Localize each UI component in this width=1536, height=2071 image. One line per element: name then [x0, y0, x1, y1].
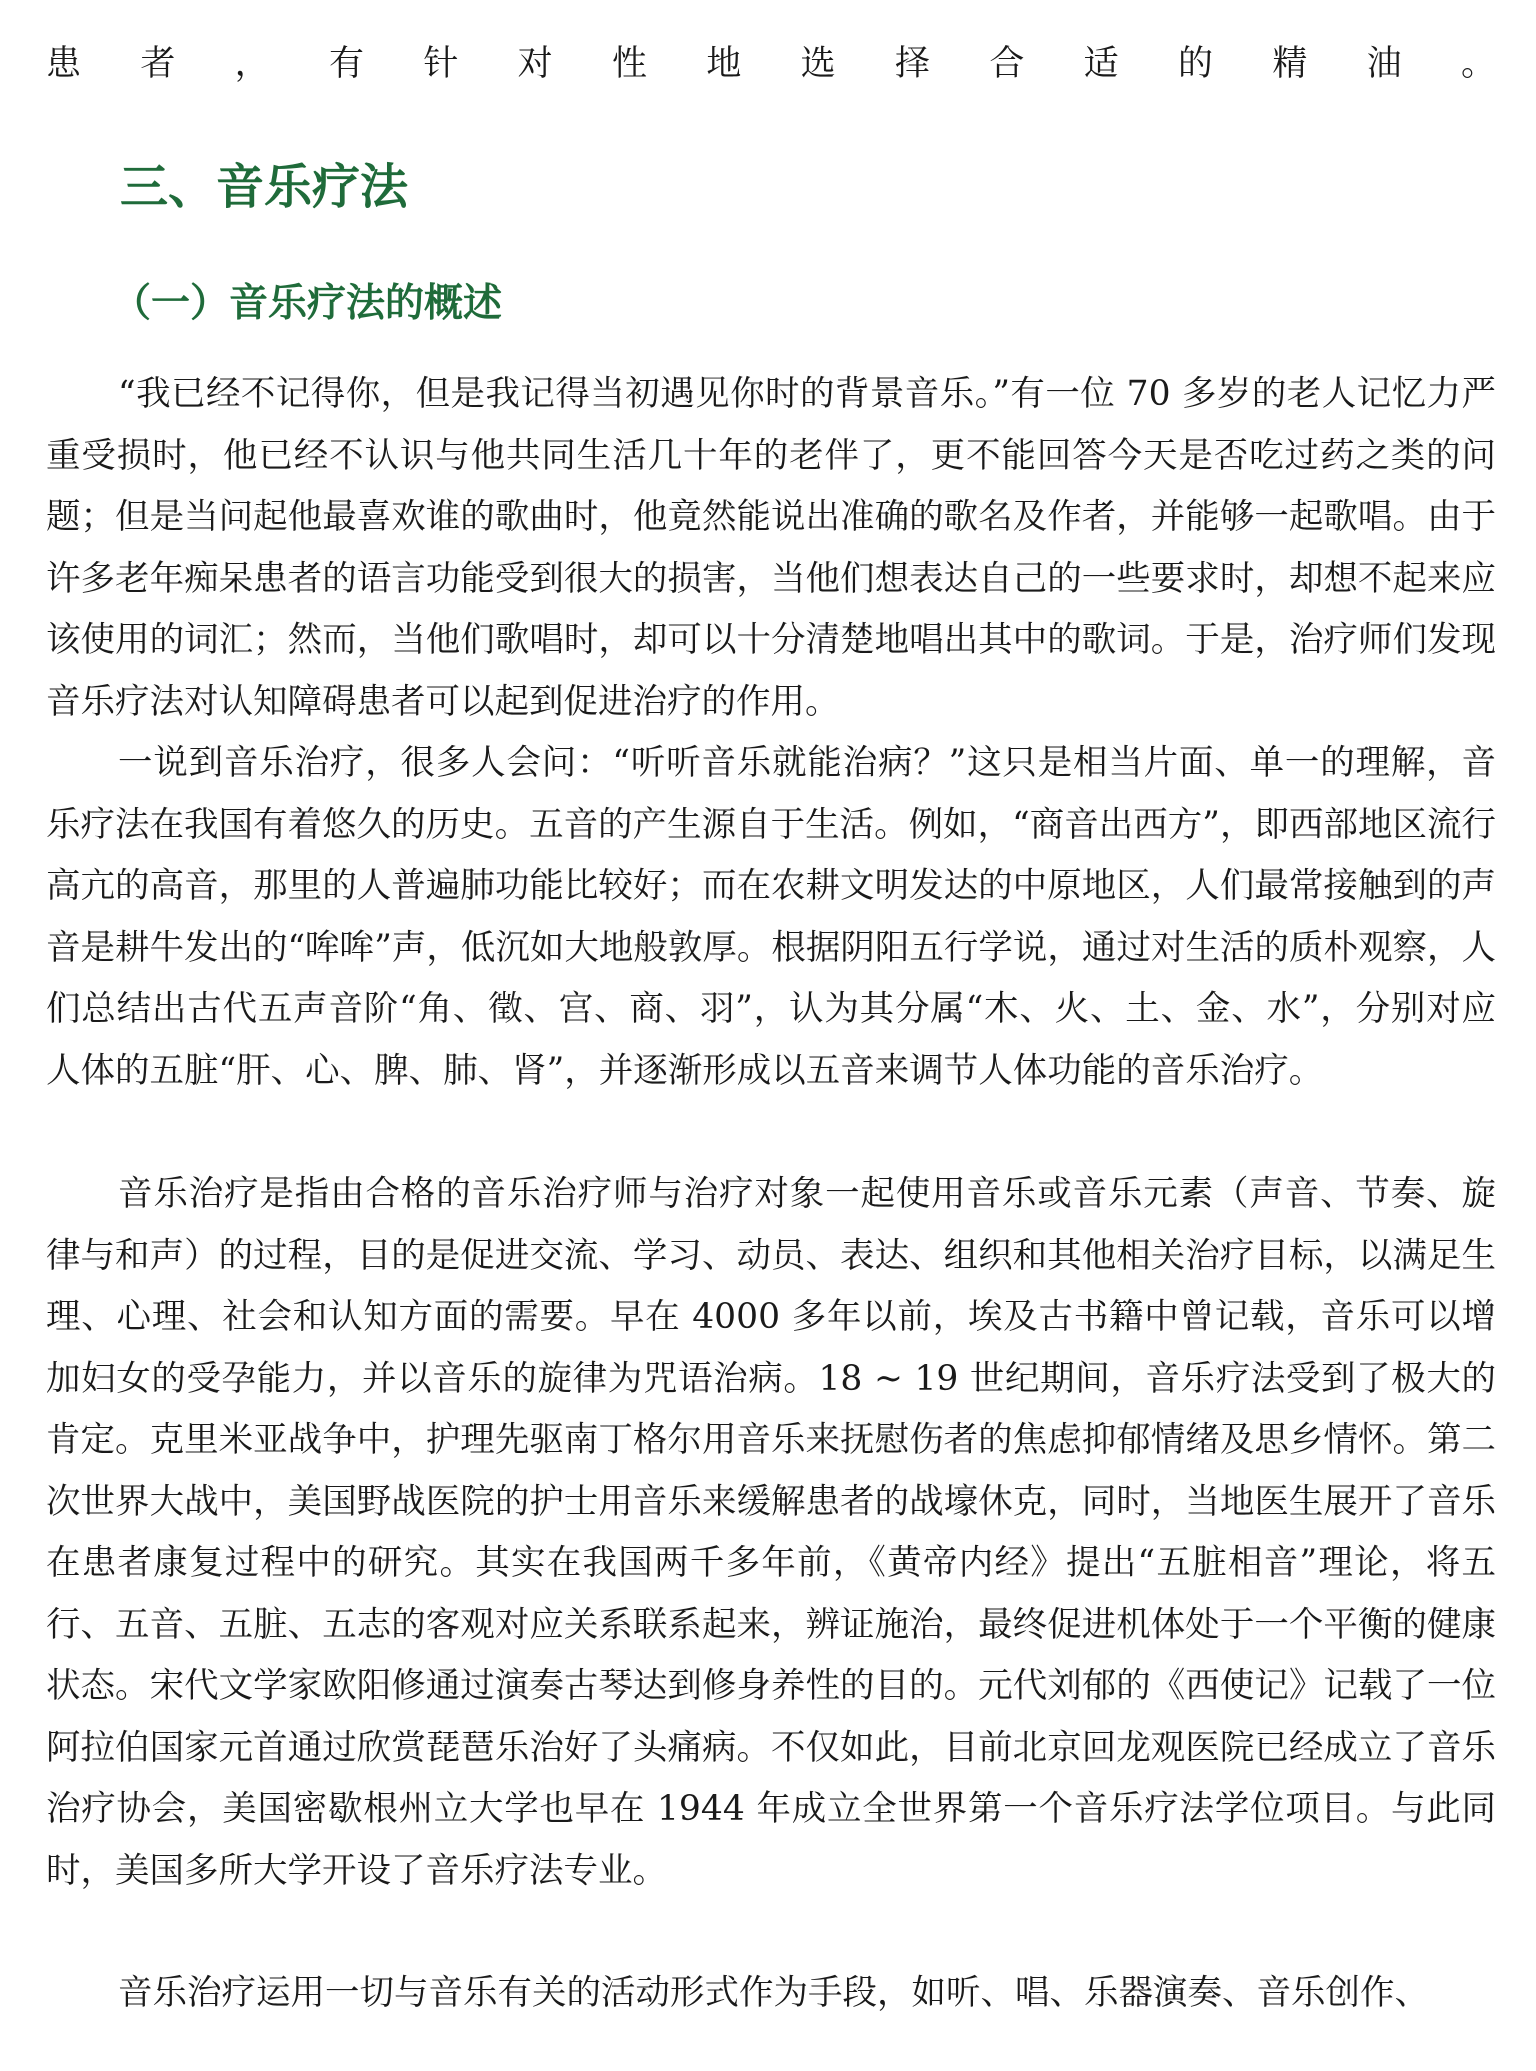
- paragraph-1: “我已经不记得你，但是我记得当初遇见你时的背景音乐。”有一位 70 多岁的老人记忆力严重受损时，他已经不认识与他共同生活几十年的老伴了，更不能回答今天是否吃过药之类的问题；但是当问起他最喜欢谁的歌曲时，他竟然能说出准确的歌名及作者，并能够一起歌唱。由于许多老年痴呆患者的语言功能受到很大的损害，当他们想表达自己的一些要求时，却想不起来应该使用的词汇；然而，当他们歌唱时，却可以十分清楚地唱出其中的歌词。于是，治疗师们发现音乐疗法对认知障碍患者可以起到促进治疗的作用。: [46, 374, 1496, 722]
- section-heading: 三、音乐疗法: [120, 159, 409, 215]
- lead-line: 患者，有针对性地选择合适的精油。: [46, 44, 1496, 84]
- paragraph-3: 音乐治疗是指由合格的音乐治疗师与治疗对象一起使用音乐或音乐元素（声音、节奏、旋律与和声）的过程，目的是促进交流、学习、动员、表达、组织和其他相关治疗目标，以满足生理、心理、社会和认知方面的需要。早在 4000 多年以前，埃及古书籍中曾记载，音乐可以增加妇女的受孕能力，并以音乐的旋律为咒语治病。18 ~ 19 世纪期间，音乐疗法受到了极大的肯定。克里米亚战争中，护理先驱南丁格尔用音乐来抚慰伤者的焦虑抑郁情绪及思乡情怀。第二次世界大战中，美国野战医院的护士用音乐来缓解患者的战壕休克，同时，当地医生展开了音乐在患者康复过程中的研究。其实在我国两千多年前，《黄帝内经》提出“五脏相音”理论，将五行、五音、五脏、五志的客观对应关系联系起来，辨证施治，最终促进机体处于一个平衡的健康状态。宋代文学家欧阳修通过演奏古琴达到修身养性的目的。元代刘郁的《西使记》记载了一位阿拉伯国家元首通过欣赏琵琶乐治好了头痛病。不仅如此，目前北京回龙观医院已经成立了音乐治疗协会，美国密歇根州立大学也早在 1944 年成立全世界第一个音乐疗法学位项目。与此同时，美国多所大学开设了音乐疗法专业。: [46, 1174, 1496, 1891]
- paragraph-4: 音乐治疗运用一切与音乐有关的活动形式作为手段，如听、唱、乐器演奏、音乐创作、: [118, 1973, 1429, 2013]
- subsection-heading: （一）音乐疗法的概述: [112, 281, 503, 326]
- paragraph-2: 一说到音乐治疗，很多人会问：“听听音乐就能治病？”这只是相当片面、单一的理解，音乐疗法在我国有着悠久的历史。五音的产生源自于生活。例如，“商音出西方”，即西部地区流行高亢的高音，那里的人普遍肺功能比较好；而在农耕文明发达的中原地区，人们最常接触到的声音是耕牛发出的“哞哞”声，低沉如大地般敦厚。根据阴阳五行学说，通过对生活的质朴观察，人们总结出古代五声音阶“角、徵、宫、商、羽”，认为其分属“木、火、土、金、水”，分别对应人体的五脏“肝、心、脾、肺、肾”，并逐渐形成以五音来调节人体功能的音乐治疗。: [46, 743, 1496, 1091]
